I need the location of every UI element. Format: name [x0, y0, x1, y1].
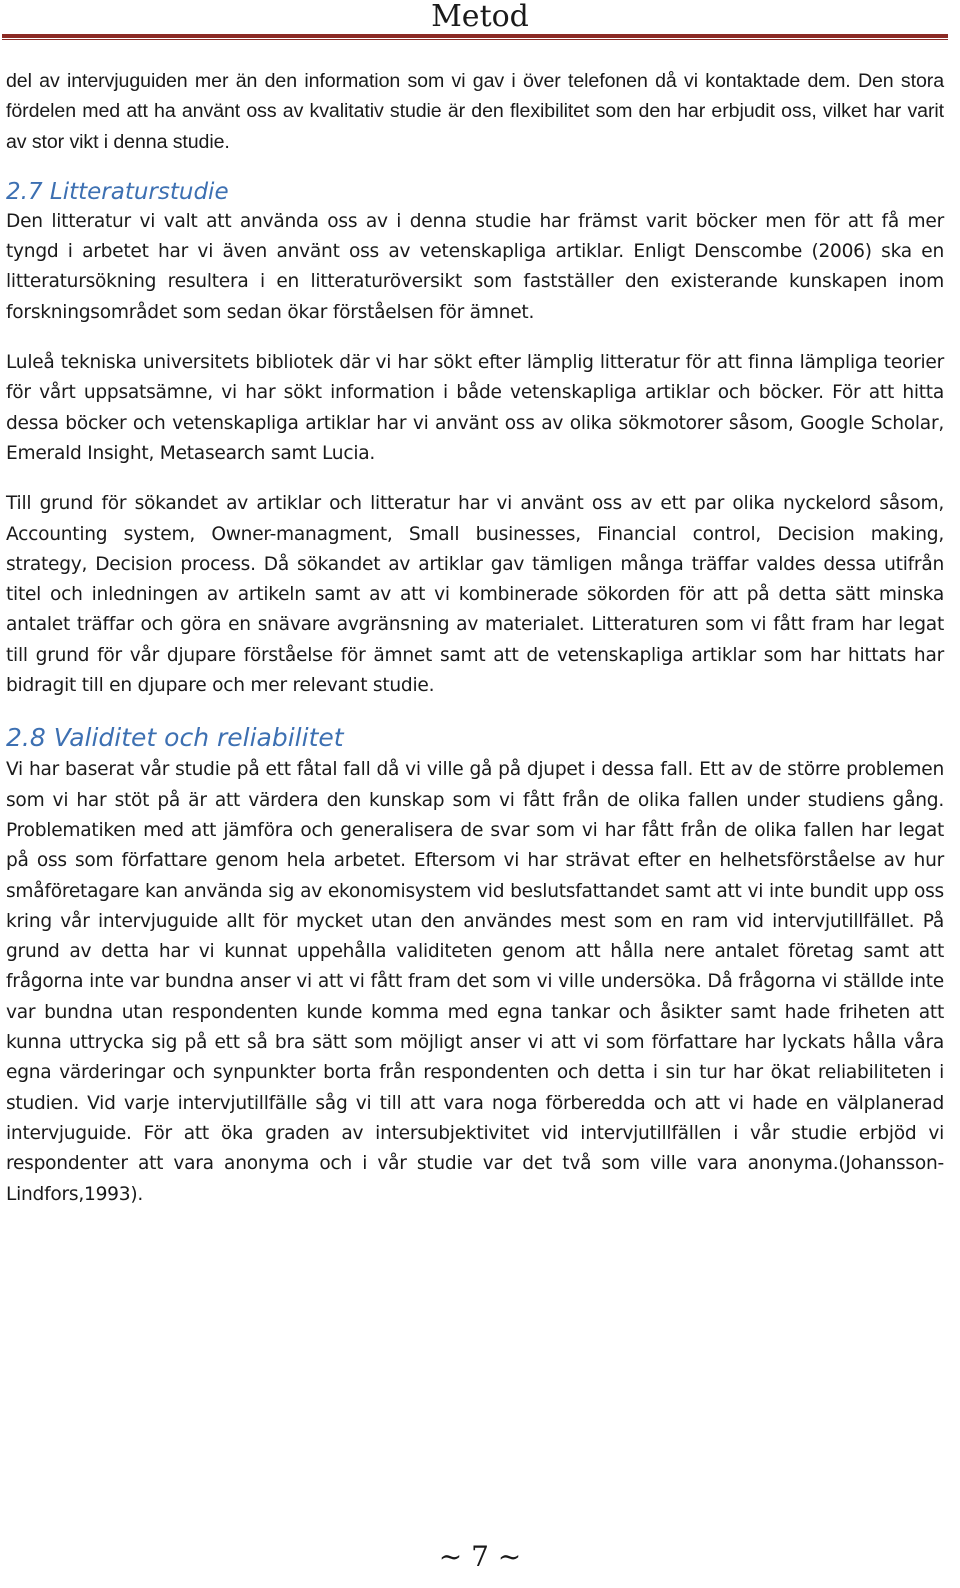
paragraph-litteratur-1: Den litteratur vi valt att använda oss av i denna studie har främst varit böcker men för att få mer tyngd i arbetet har vi även använt oss av vetenskapliga artiklar. Enligt Denscombe (2006) ska en litteratursökning resultera i en litteraturöversikt som fastställer den existerande kunskapen inom forskningsområdet som sedan ökar förståelsen för ämnet.: [6, 210, 944, 323]
header-rule-thin: [2, 39, 948, 40]
body-text: [6, 66, 944, 1230]
paragraph-validitet: Vi har baserat vår studie på ett fåtal fall då vi ville gå på djupet i dessa fall. Ett av de större problemen som vi har stöt på är att värdera den kunskap som vi fått från de olika fallen under studiens gång. Problematiken med att jämföra och generalisera de svar som vi har fått från de olika fallen har legat på oss som författare genom hela arbetet. Eftersom vi har strävat efter en helhetsförståelse av hur småföretagare kan använda sig av ekonomisystem vid beslutsfattandet samt att vi inte bundit upp oss kring vår intervjuguide allt för mycket utan den användes mest som en ram vid intervjutillfället. På grund av detta har vi kunnat uppehålla validiteten genom att hålla nere antalet företag samt att frågorna inte var bundna anser vi att vi fått fram det som vi ville undersöka. Då frågorna vi ställde inte var bundna utan respondenten kunde komma med egna tankar och åsikter samt hade friheten att kunna uttrycka sig på ett så bra sätt som möjligt anser vi att vi som författare har lyckats hålla våra egna värderingar och synpunkter borta från respondenten och detta i sin tur har ökat reliabiliteten i studien. Vid varje intervjutillfälle såg vi till att vara noga förberedda och att vi hade en välplanerad intervjuguide. För att öka graden av intersubjektivitet vid intervjutillfällen i vår studie erbjöd vi respondenter att vara anonyma och i vår studie var det två som ville vara anonyma.(Johansson-Lindfors,1993).: [6, 759, 944, 1205]
paragraph-litteratur-2: Luleå tekniska universitets bibliotek där vi har sökt efter lämplig litteratur för att finna lämpliga teorier för vårt uppsatsämne, vi har sökt information i både vetenskapliga artiklar och böcker. För att hitta dessa böcker och vetenskapliga artiklar har vi använt oss av olika sökmotorer såsom, Google Scholar, Emerald Insight, Metasearch samt Lucia.: [6, 352, 944, 464]
running-header-title: Metod: [431, 0, 529, 34]
page-number: ~ 7 ~: [438, 1540, 522, 1573]
section-heading-validitet: 2.8 Validitet och reliabilitet: [6, 723, 344, 753]
section-heading-litteraturstudie: 2.7 Litteraturstudie: [6, 178, 229, 205]
paragraph-litteratur-3: Till grund för sökandet av artiklar och litteratur har vi använt oss av ett par olika nyckelord såsom, Accounting system, Owner-managment, Small businesses, Financial control, Decision making, strategy, Decision process. Då sökandet av artiklar gav tämligen många träffar valdes dessa utifrån titel och inledningen av artikeln samt av att vi kombinerade sökorden för att på detta sätt minska antalet träffar och göra en snävare avgränsning av materialet. Litteraturen som vi fått fram har legat till grund för vår djupare förståelse för ämnet samt att de vetenskapliga artiklar som har hittats har bidragit till en djupare och mer relevant studie.: [6, 493, 944, 697]
header-rule: [2, 34, 948, 38]
intro-paragraph: del av intervjuguiden mer än den information som vi gav i över telefonen då vi kontaktade dem. Den stora fördelen med att ha använt oss av kvalitativ studie är den flexibilitet som den har erbjudit oss, vilket har varit av stor vikt i denna studie.: [6, 70, 944, 153]
